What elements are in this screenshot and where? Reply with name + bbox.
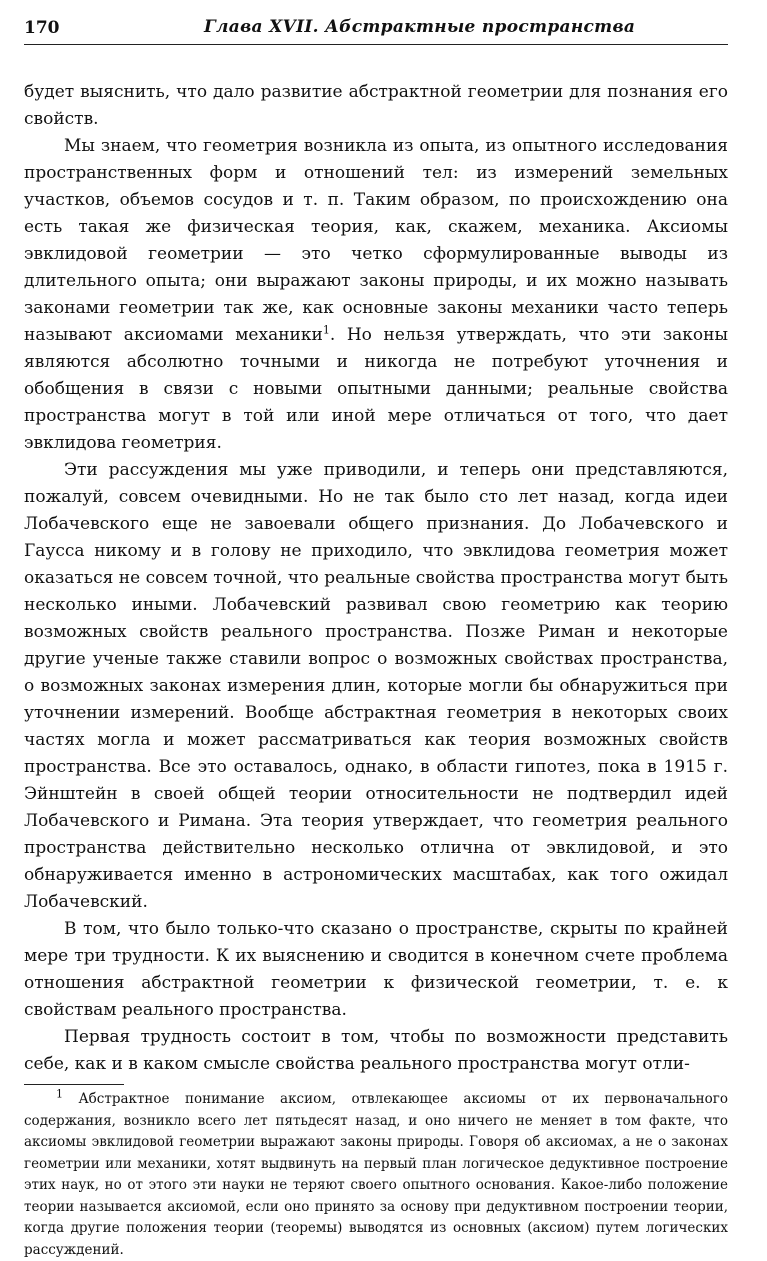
paragraph-continuation: будет выяснить, что дало развитие абстрактной геометрии для познания его свойств.: [24, 82, 728, 129]
footnote-reference: 1: [322, 323, 330, 337]
running-head: Глава XVII. Абстрактные пространства: [204, 17, 636, 37]
page-header: [24, 14, 728, 45]
paragraph-three-difficulties: В том, что было только-что сказано о пространстве, скрыты по крайней мере три трудности. К их выяснению и сводится в конечном счете проблема отношения абстрактной геометрии к физической геометрии, т. е. к свойствам реального пространства.: [24, 919, 728, 1020]
footnote-divider: [24, 1084, 124, 1085]
page-number: 170: [24, 18, 60, 38]
footnote-text: Абстрактное понимание аксиом, отвлекающее аксиомы от их первоначального содержания, возникло всего лет пятьдесят назад, и оно ничего не меняет в том факте, что аксиомы эвклидовой геометрии выражают законы природы. Говоря об аксиомах, а не о законах геометрии или механики, хотят выдвинуть на первый план логическое дедуктивное построение этих наук, но от этого эти науки не теряют своего опытного основания. Какое-либо положение теории называется аксиомой, если оно принято за основу при дедуктивном построении теории, когда другие положения теории (теоремы) выводятся из основных (аксиом) путем логических рассуждений.: [24, 1091, 728, 1258]
paragraph-lobachevsky: Эти рассуждения мы уже приводили, и теперь они представляются, пожалуй, совсем очевидными. Но не так было сто лет назад, когда идеи Лобачевского еще не завоевали общего признания. До Лобачевского и Гаусса никому и в голову не приходило, что эвклидова геометрия может оказаться не совсем точной, что реальные свойства пространства могут быть несколько иными. Лобачевский развивал свою геометрию как теорию возможных свойств реального пространства. Позже Риман и некоторые другие ученые также ставили вопрос о возможных свойствах пространства, о возможных законах измерения длин, которые могли бы обнаружиться при уточнении измерений. Вообще абстрактная геометрия в некоторых своих частях могла и может рассматриваться как теория возможных свойств пространства. Все это оставалось, однако, в области гипотез, пока в 1915 г. Эйнштейн в своей общей теории относительности не подтвердил идей Лобачевского и Римана. Эта теория утверждает, что геометрия реального пространства действительно несколько отлична от эвклидовой, и это обнаруживается именно в астрономических масштабах, как того ожидал Лобачевский.: [24, 460, 728, 912]
paragraph-first-difficulty: Первая трудность состоит в том, чтобы по возможности представить себе, как и в каком смысле свойства реального пространства могут отли-: [24, 1027, 728, 1074]
footnote-mark: 1: [56, 1087, 63, 1101]
paragraph-geometry-from-experience: [24, 133, 728, 457]
paragraph-text: Мы знаем, что геометрия возникла из опыта, из опытного исследования пространственных форм и отношений тел: из измерений земельных участков, объемов сосудов и т. п. Таким образом, по происхождению она есть такая же физическая теория, как, скажем, механика. Аксиомы эвклидовой геометрии — это четко сформулированные выводы из длительного опыта; они выражают законы природы, и их можно называть законами геометрии так же, как основные законы механики часто теперь называют аксиомами механики: [24, 136, 728, 345]
body-text: [24, 79, 728, 1078]
footnote: [24, 1089, 728, 1261]
paragraph-text-after-note: . Но нельзя утверждать, что эти законы являются абсолютно точными и никогда не потребуют уточнения и обобщения в связи с новыми опытными данными; реальные свойства пространства могут в той или иной мере отличаться от того, что дает эвклидова геометрия.: [24, 325, 728, 453]
book-page: [24, 14, 728, 1261]
